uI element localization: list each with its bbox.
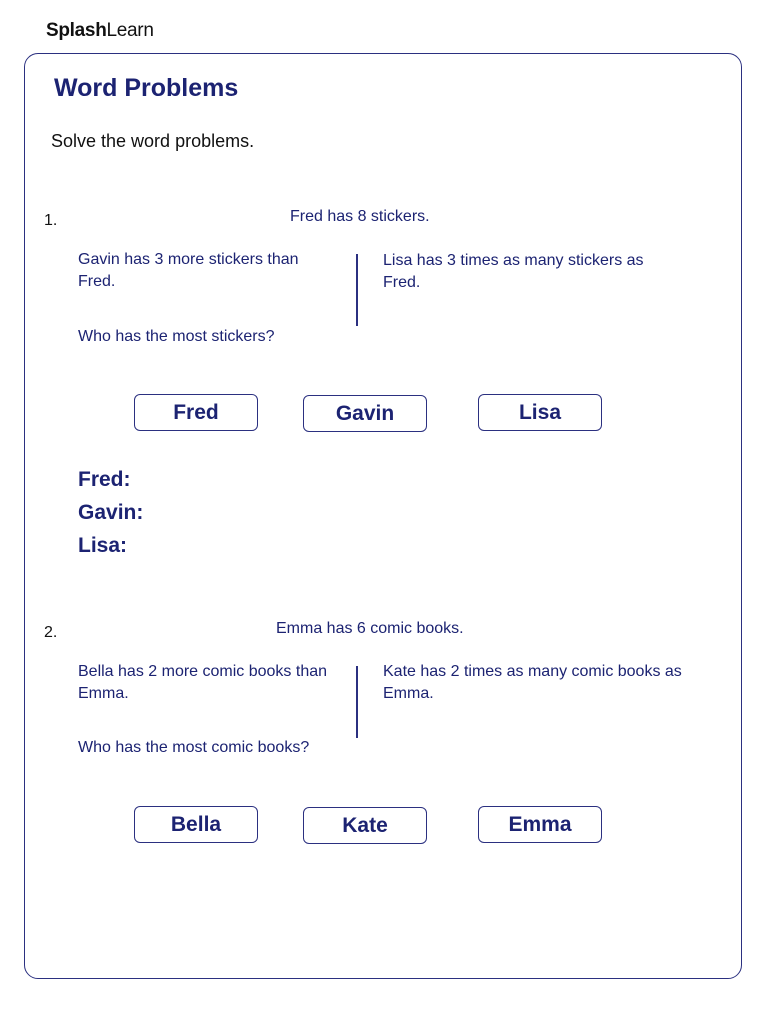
problem-2-divider	[356, 666, 358, 738]
instructions: Solve the word problems.	[51, 131, 255, 151]
problem-1-question: Who has the most stickers?	[78, 328, 275, 345]
problem-2-number: 2.	[44, 624, 58, 641]
problem-2-right-clue: Kate has 2 times as many comic books as Emma.	[383, 663, 682, 702]
problem-2-option-bella[interactable]: Bella	[134, 806, 258, 843]
problem-1-number: 1.	[44, 212, 58, 229]
page-title: Word Problems	[54, 74, 239, 102]
problem-1-divider	[356, 254, 358, 326]
splashlearn-logo	[46, 20, 154, 42]
problem-1-option-fred[interactable]: Fred	[134, 394, 258, 431]
problem-2-option-kate[interactable]: Kate	[303, 807, 427, 844]
logo-part-1: Splash	[46, 20, 107, 41]
answer-label-fred: Fred:	[78, 468, 131, 491]
worksheet-card	[24, 53, 742, 979]
problem-2-question: Who has the most comic books?	[78, 739, 310, 756]
answer-label-gavin: Gavin:	[78, 501, 144, 524]
problem-2-left-clue: Bella has 2 more comic books than Emma.	[78, 663, 328, 702]
problem-1-option-lisa[interactable]: Lisa	[478, 394, 602, 431]
problem-1-right-clue: Lisa has 3 times as many stickers as Fred.	[383, 252, 644, 291]
problem-1-option-gavin[interactable]: Gavin	[303, 395, 427, 432]
problem-2-option-emma[interactable]: Emma	[478, 806, 602, 843]
problem-1-left-clue: Gavin has 3 more stickers than Fred.	[78, 251, 299, 290]
problem-1-statement: Fred has 8 stickers.	[290, 208, 430, 225]
logo-part-2: Learn	[106, 20, 154, 41]
answer-label-lisa: Lisa:	[78, 534, 128, 557]
problem-2-statement: Emma has 6 comic books.	[276, 620, 464, 637]
